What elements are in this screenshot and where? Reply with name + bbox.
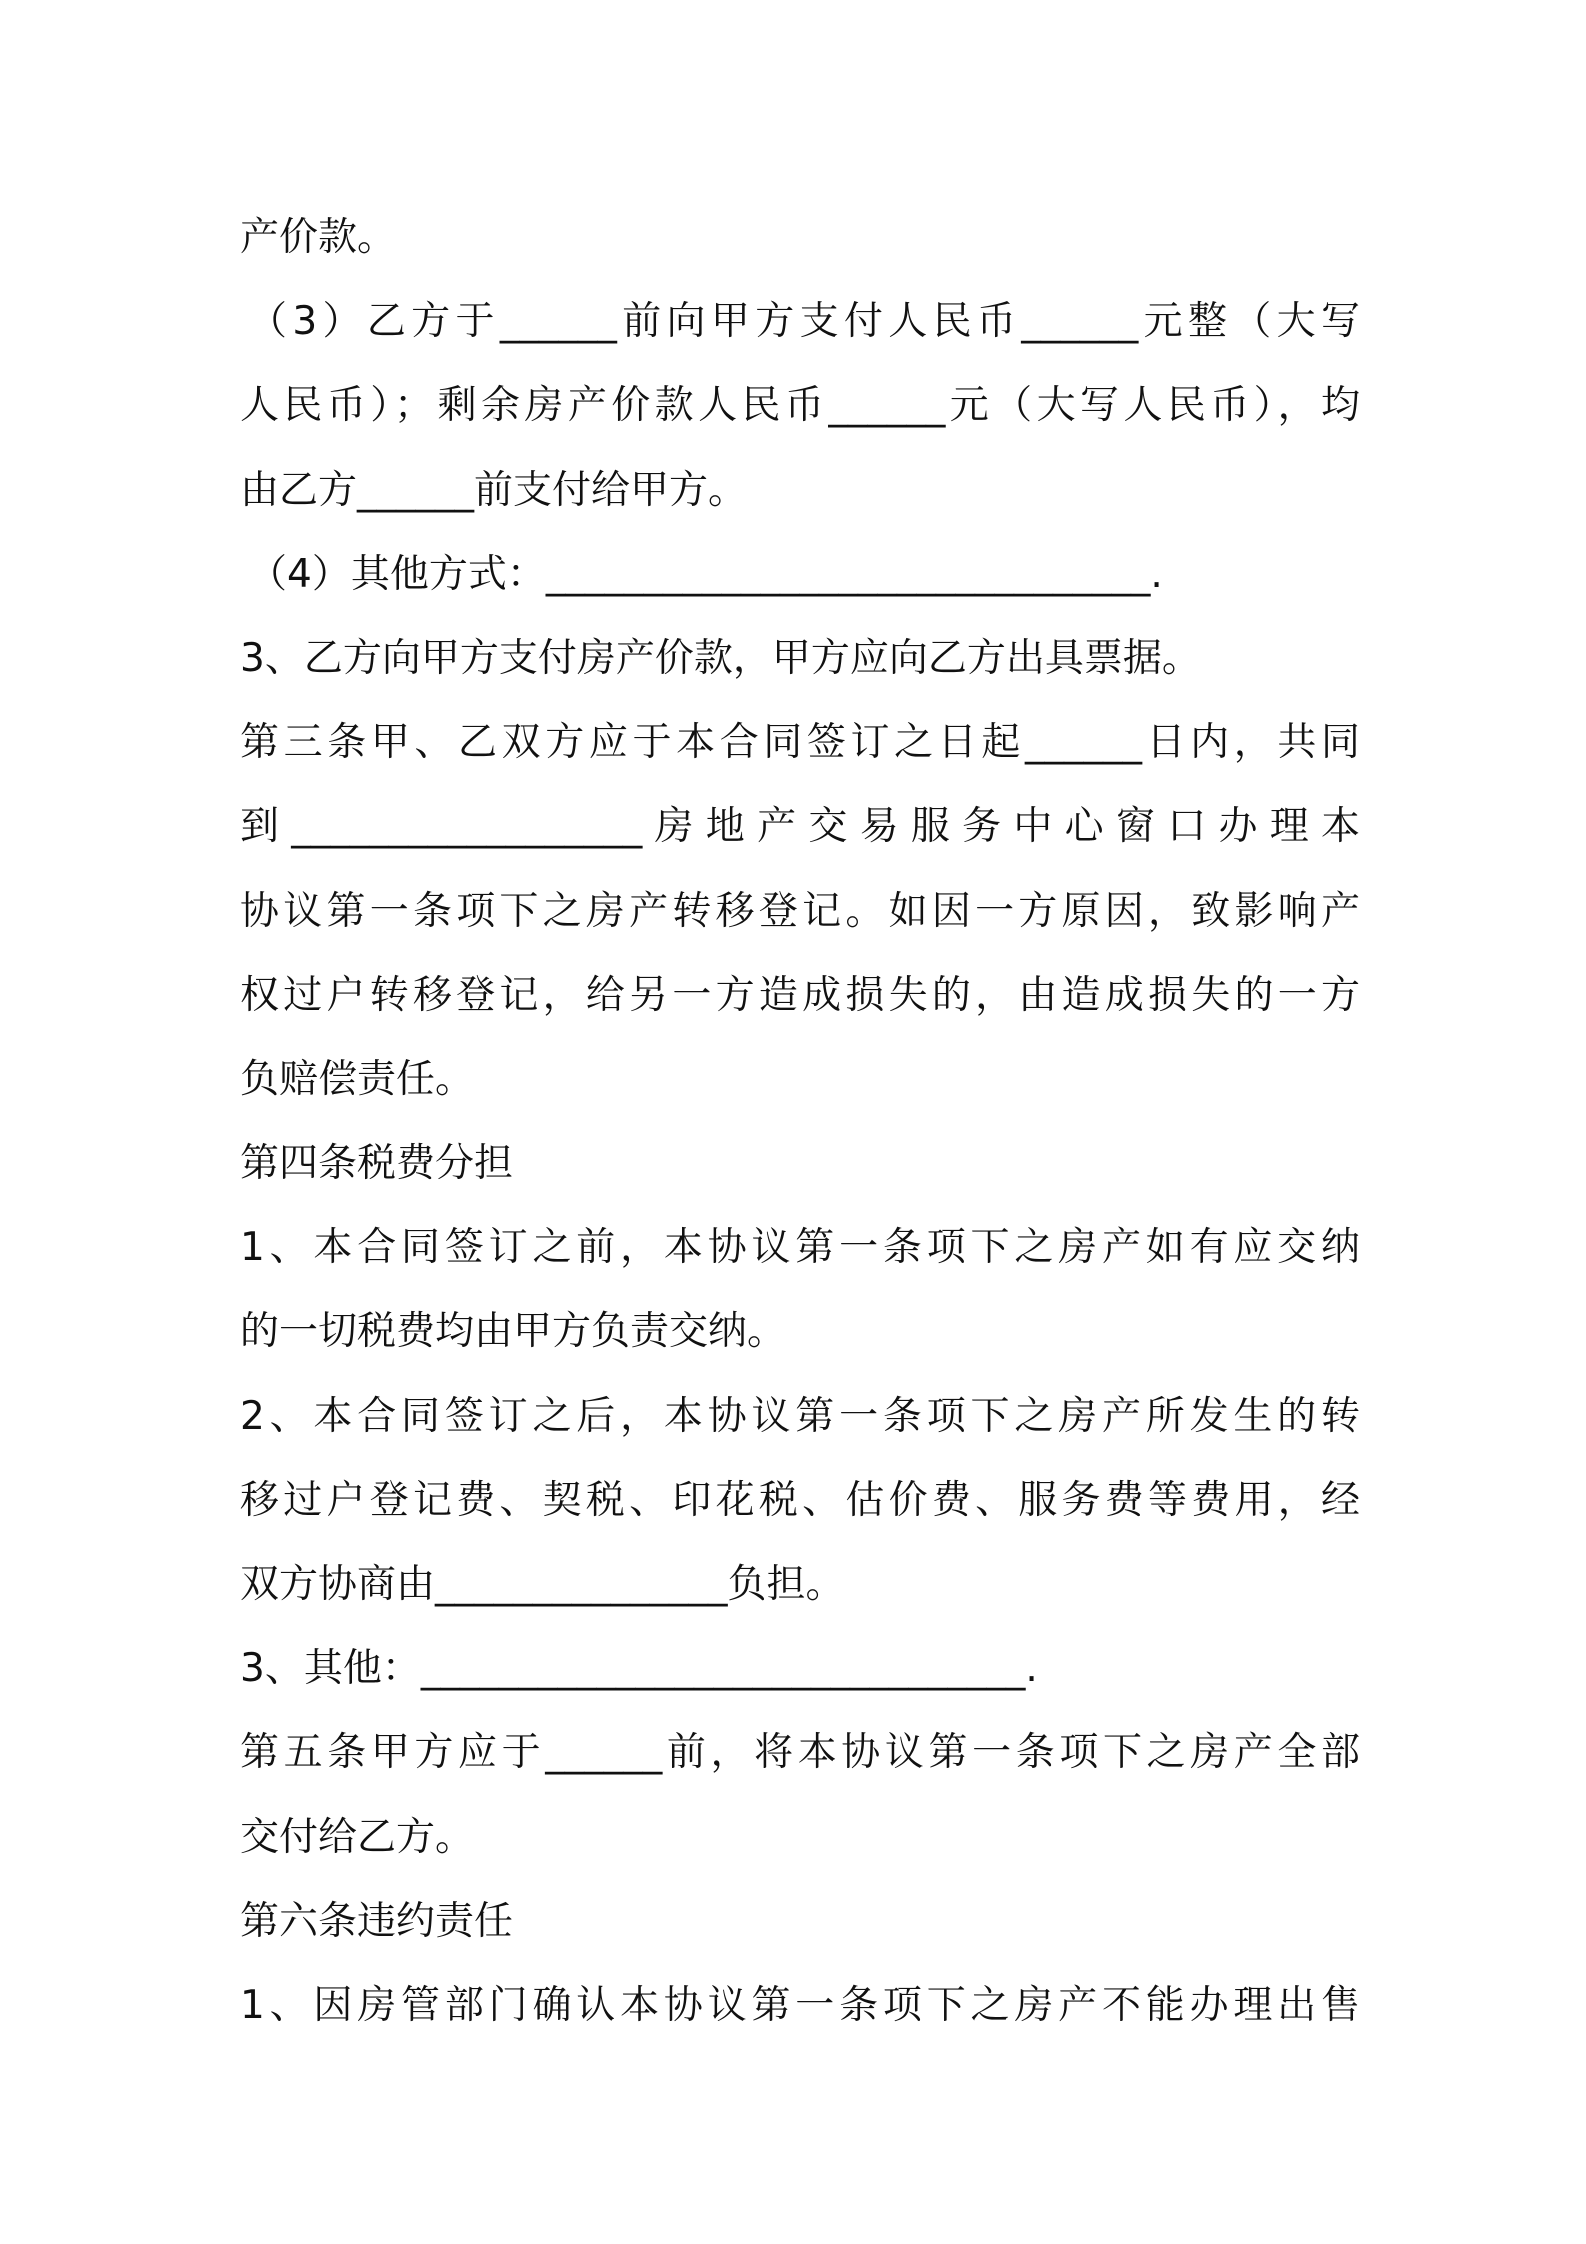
- text-line: 2、本合同签订之后，本协议第一条项下之房产所发生的转: [240, 1393, 1360, 1439]
- document-body: [240, 196, 1360, 2048]
- text-line: 由乙方______前支付给甲方。: [240, 467, 748, 513]
- text-line: 3、乙方向甲方支付房产价款，甲方应向乙方出具票据。: [240, 635, 1201, 681]
- text-line: 移过户登记费、契税、印花税、估价费、服务费等费用，经: [240, 1477, 1360, 1523]
- text-line: （3）乙方于______前向甲方支付人民币______元整（大写: [248, 299, 1360, 345]
- section-heading: 第六条违约责任: [240, 1898, 514, 1944]
- text-line: 的一切税费均由甲方负责交纳。: [240, 1309, 787, 1355]
- text-line: 3、其他：_______________________________.: [240, 1646, 1038, 1692]
- text-line: 负赔偿责任。: [240, 1056, 475, 1102]
- text-line: 产价款。: [240, 215, 397, 260]
- text-line: 权过户转移登记，给另一方造成损失的，由造成损失的一方: [240, 972, 1360, 1018]
- text-line: 第五条甲方应于______前，将本协议第一条项下之房产全部: [240, 1730, 1360, 1776]
- text-line: 交付给乙方。: [240, 1814, 475, 1860]
- text-line: 第三条甲、乙双方应于本合同签订之日起______日内，共同: [240, 720, 1360, 766]
- section-heading: 第四条税费分担: [240, 1141, 514, 1187]
- text-line: 1、因房管部门确认本协议第一条项下之房产不能办理出售: [240, 1982, 1360, 2028]
- text-line: （4）其他方式：_______________________________.: [248, 551, 1163, 597]
- text-line: 到__________________房地产交易服务中心窗口办理本: [240, 804, 1360, 850]
- text-line: 协议第一条项下之房产转移登记。如因一方原因，致影响产: [240, 888, 1360, 934]
- text-line: 双方协商由_______________负担。: [240, 1562, 845, 1607]
- text-line: 人民币）；剩余房产价款人民币______元（大写人民币），均: [240, 383, 1360, 429]
- text-line: 1、本合同签订之前，本协议第一条项下之房产如有应交纳: [240, 1225, 1360, 1271]
